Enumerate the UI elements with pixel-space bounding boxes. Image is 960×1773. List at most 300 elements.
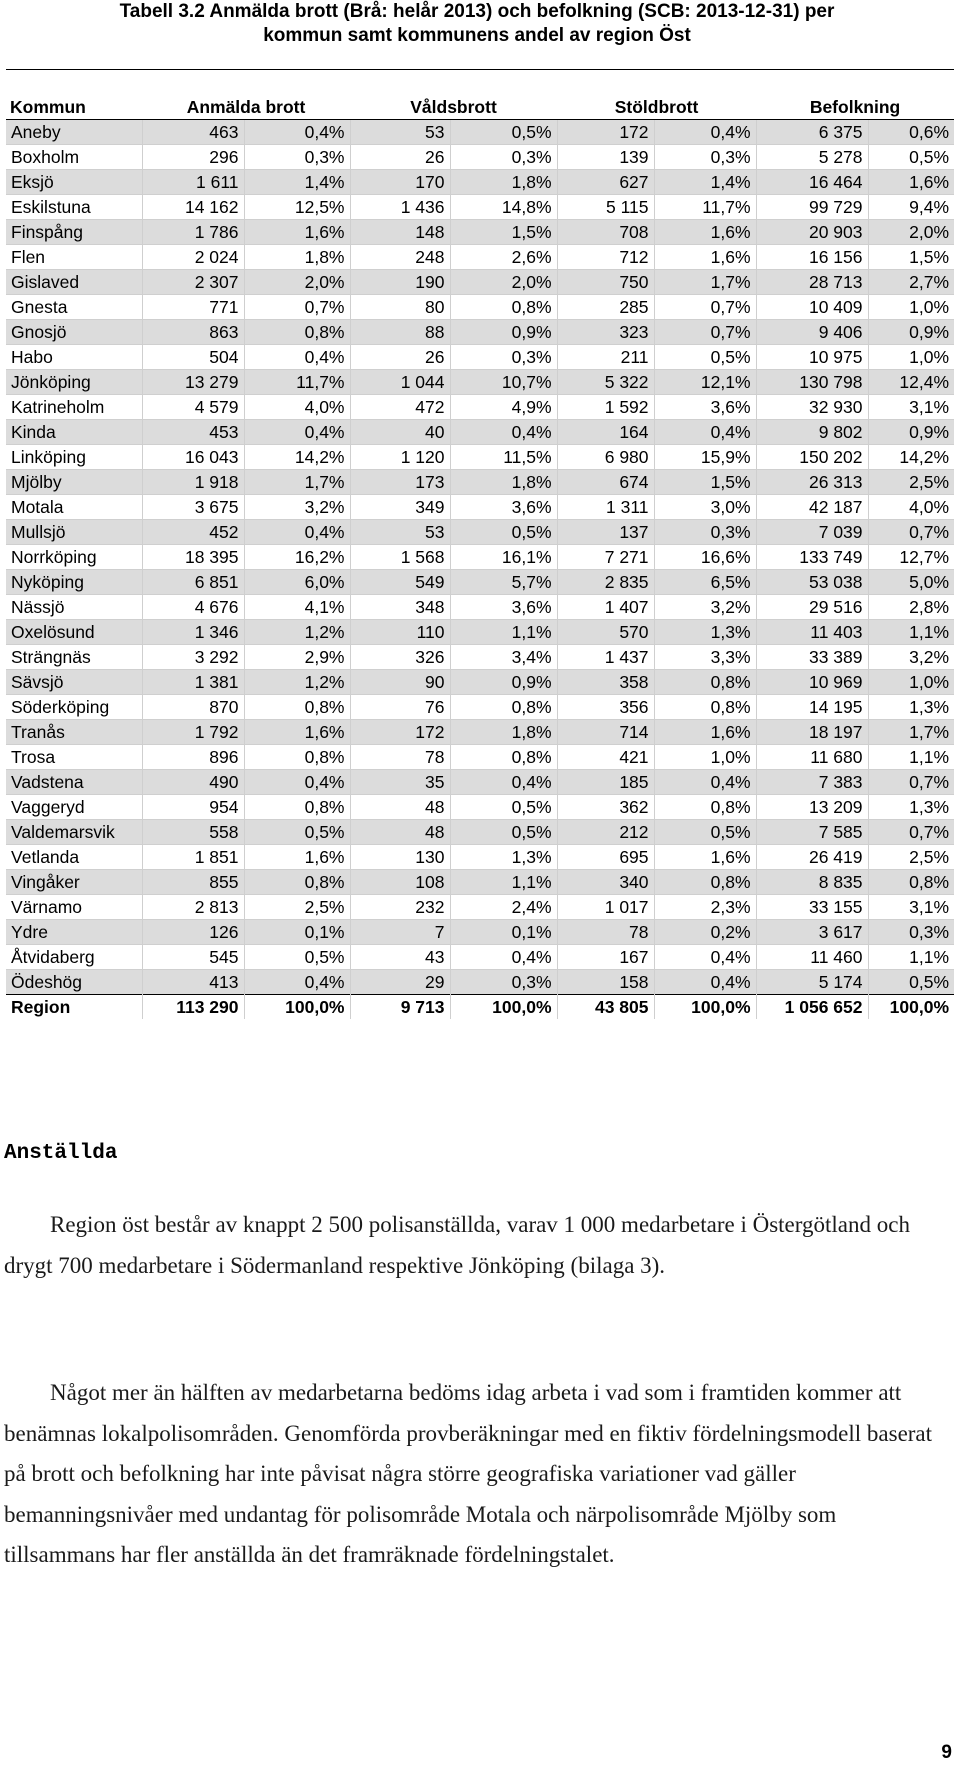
table-cell: 0,7%	[868, 770, 954, 795]
table-caption-line-2: kommun samt kommunens andel av region Öst	[263, 25, 691, 46]
table-cell: 2,0%	[450, 270, 557, 295]
table-cell: 9 802	[756, 420, 868, 445]
table-cell: 16 043	[142, 445, 244, 470]
table-row	[6, 245, 954, 270]
table-cell: 18 395	[142, 545, 244, 570]
table-row	[6, 845, 954, 870]
table-row	[6, 370, 954, 395]
table-cell: 5,0%	[868, 570, 954, 595]
table-cell: 12,5%	[244, 195, 350, 220]
table-cell: 1,6%	[244, 220, 350, 245]
column-header-befolkning: Befolkning	[756, 96, 954, 120]
table-body	[6, 120, 954, 1020]
table-cell: 340	[557, 870, 654, 895]
table-cell: 172	[557, 120, 654, 145]
table-cell: 100,0%	[868, 995, 954, 1020]
table-cell: 0,4%	[450, 420, 557, 445]
table-cell: 9 713	[350, 995, 450, 1020]
table-cell: 0,5%	[868, 145, 954, 170]
table-cell: 3,2%	[868, 645, 954, 670]
table-row	[6, 570, 954, 595]
table-cell: 0,8%	[450, 745, 557, 770]
caption-divider	[6, 69, 954, 70]
page-number: 9	[941, 1742, 952, 1763]
table-row	[6, 195, 954, 220]
table-cell: 0,4%	[450, 770, 557, 795]
table-cell: 0,3%	[654, 145, 756, 170]
table-cell: 326	[350, 645, 450, 670]
table-cell: 1 568	[350, 545, 450, 570]
table-cell: 453	[142, 420, 244, 445]
table-cell: 323	[557, 320, 654, 345]
table-cell: 26	[350, 145, 450, 170]
table-cell: 0,4%	[654, 945, 756, 970]
table-caption	[2, 0, 952, 48]
kommun-name-cell: Katrineholm	[6, 395, 142, 420]
table-cell: 1 792	[142, 720, 244, 745]
table-cell: 6,0%	[244, 570, 350, 595]
table-cell: 7 039	[756, 520, 868, 545]
kommun-name-cell: Ydre	[6, 920, 142, 945]
table-cell: 2 835	[557, 570, 654, 595]
table-cell: 0,4%	[654, 120, 756, 145]
table-cell: 0,3%	[868, 920, 954, 945]
table-cell: 1,8%	[450, 170, 557, 195]
table-cell: 14,2%	[244, 445, 350, 470]
table-cell: 0,4%	[244, 770, 350, 795]
table-row	[6, 145, 954, 170]
table-cell: 0,4%	[244, 420, 350, 445]
table-cell: 0,4%	[244, 970, 350, 995]
table-cell: 13 209	[756, 795, 868, 820]
table-row	[6, 495, 954, 520]
table-cell: 32 930	[756, 395, 868, 420]
table-cell: 29 516	[756, 595, 868, 620]
table-row	[6, 520, 954, 545]
table-cell: 0,4%	[244, 345, 350, 370]
table-cell: 29	[350, 970, 450, 995]
paragraph-2-text: Något mer än hälften av medarbetarna bedöms idag arbeta i vad som i framtiden kommer att benämnas lokalpolisområden. Genomförda provberäkningar med en fiktiv fördelningsmodell baserat på brott och befolkning har inte påvisat några större geografiska variationer vad gäller bemanningsnivåer med undantag för polisområde Motala och närpolisområde Mjölby som tillsammans har fler anställda än det framräknade fördelningstalet.	[4, 1380, 933, 1567]
table-cell: 2,0%	[868, 220, 954, 245]
table-cell: 5 278	[756, 145, 868, 170]
table-cell: 1 592	[557, 395, 654, 420]
table-cell: 3,2%	[654, 595, 756, 620]
table-cell: 3,2%	[244, 495, 350, 520]
table-cell: 4,1%	[244, 595, 350, 620]
table-row	[6, 545, 954, 570]
table-row	[6, 770, 954, 795]
table-cell: 1,8%	[450, 720, 557, 745]
table-cell: 0,6%	[868, 120, 954, 145]
table-cell: 99 729	[756, 195, 868, 220]
table-cell: 362	[557, 795, 654, 820]
table-cell: 1 120	[350, 445, 450, 470]
table-cell: 1,6%	[244, 720, 350, 745]
table-row	[6, 120, 954, 145]
table-row	[6, 745, 954, 770]
table-cell: 1,0%	[868, 670, 954, 695]
table-cell: 53 038	[756, 570, 868, 595]
table-cell: 12,1%	[654, 370, 756, 395]
table-cell: 164	[557, 420, 654, 445]
table-cell: 0,4%	[244, 120, 350, 145]
table-cell: 26 419	[756, 845, 868, 870]
table-cell: 11,7%	[654, 195, 756, 220]
table-cell: 0,7%	[654, 295, 756, 320]
table-cell: 549	[350, 570, 450, 595]
table-cell: 0,8%	[244, 695, 350, 720]
table-cell: 1,3%	[868, 695, 954, 720]
table-cell: 78	[350, 745, 450, 770]
kommun-name-cell: Vetlanda	[6, 845, 142, 870]
table-cell: 7 383	[756, 770, 868, 795]
table-row	[6, 970, 954, 995]
table-cell: 6 851	[142, 570, 244, 595]
kommun-name-cell: Region	[6, 995, 142, 1020]
table-cell: 1,6%	[654, 220, 756, 245]
table-cell: 1,3%	[868, 795, 954, 820]
table-cell: 9,4%	[868, 195, 954, 220]
table-cell: 110	[350, 620, 450, 645]
table-row	[6, 595, 954, 620]
column-header-anmalda-brott: Anmälda brott	[142, 96, 350, 120]
table-cell: 113 290	[142, 995, 244, 1020]
table-cell: 0,4%	[654, 970, 756, 995]
section-heading: Anställda	[4, 1142, 118, 1165]
table-row	[6, 720, 954, 745]
table-row	[6, 345, 954, 370]
table-cell: 18 197	[756, 720, 868, 745]
table-cell: 6,5%	[654, 570, 756, 595]
table-cell: 0,8%	[654, 695, 756, 720]
table-cell: 2,4%	[450, 895, 557, 920]
table-cell: 771	[142, 295, 244, 320]
table-cell: 750	[557, 270, 654, 295]
table-cell: 11 460	[756, 945, 868, 970]
table-cell: 3,1%	[868, 895, 954, 920]
table-cell: 0,7%	[654, 320, 756, 345]
table-cell: 3,6%	[450, 495, 557, 520]
table-cell: 1 381	[142, 670, 244, 695]
table-cell: 158	[557, 970, 654, 995]
kommun-name-cell: Nyköping	[6, 570, 142, 595]
table-cell: 1 918	[142, 470, 244, 495]
table-cell: 173	[350, 470, 450, 495]
table-cell: 0,8%	[654, 795, 756, 820]
table-cell: 2 024	[142, 245, 244, 270]
kommun-name-cell: Habo	[6, 345, 142, 370]
table-row	[6, 320, 954, 345]
table-cell: 1,7%	[654, 270, 756, 295]
table-cell: 53	[350, 520, 450, 545]
table-cell: 14,2%	[868, 445, 954, 470]
table-row	[6, 220, 954, 245]
kommun-name-cell: Ödeshög	[6, 970, 142, 995]
table-cell: 172	[350, 720, 450, 745]
table-cell: 0,9%	[450, 670, 557, 695]
table-cell: 1 044	[350, 370, 450, 395]
table-cell: 2,3%	[654, 895, 756, 920]
table-cell: 358	[557, 670, 654, 695]
kommun-name-cell: Nässjö	[6, 595, 142, 620]
table-cell: 0,8%	[244, 870, 350, 895]
table-cell: 150 202	[756, 445, 868, 470]
kommun-name-cell: Tranås	[6, 720, 142, 745]
table-cell: 48	[350, 795, 450, 820]
table-cell: 48	[350, 820, 450, 845]
table-cell: 16,1%	[450, 545, 557, 570]
table-cell: 712	[557, 245, 654, 270]
table-cell: 15,9%	[654, 445, 756, 470]
paragraph-1	[4, 1205, 944, 1286]
table-cell: 14 195	[756, 695, 868, 720]
table-cell: 558	[142, 820, 244, 845]
table-cell: 863	[142, 320, 244, 345]
table-cell: 1,1%	[868, 745, 954, 770]
table-cell: 1,1%	[450, 620, 557, 645]
kommun-name-cell: Jönköping	[6, 370, 142, 395]
table-cell: 0,9%	[868, 420, 954, 445]
table-cell: 7 271	[557, 545, 654, 570]
kommun-name-cell: Värnamo	[6, 895, 142, 920]
table-total-row	[6, 995, 954, 1020]
table-cell: 14,8%	[450, 195, 557, 220]
table-cell: 1 056 652	[756, 995, 868, 1020]
table-cell: 545	[142, 945, 244, 970]
kommun-name-cell: Mjölby	[6, 470, 142, 495]
table-cell: 0,7%	[244, 295, 350, 320]
table-cell: 185	[557, 770, 654, 795]
table-cell: 285	[557, 295, 654, 320]
table-cell: 3,4%	[450, 645, 557, 670]
table-cell: 0,4%	[654, 770, 756, 795]
table-cell: 126	[142, 920, 244, 945]
table-cell: 43 805	[557, 995, 654, 1020]
table-cell: 1,6%	[244, 845, 350, 870]
table-cell: 16 464	[756, 170, 868, 195]
table-cell: 714	[557, 720, 654, 745]
paragraph-2	[4, 1373, 944, 1576]
table-cell: 6 980	[557, 445, 654, 470]
table-row	[6, 620, 954, 645]
table-cell: 0,1%	[244, 920, 350, 945]
table-cell: 88	[350, 320, 450, 345]
table-cell: 130	[350, 845, 450, 870]
table-cell: 4,0%	[244, 395, 350, 420]
table-cell: 33 155	[756, 895, 868, 920]
table-cell: 490	[142, 770, 244, 795]
table-cell: 148	[350, 220, 450, 245]
table-cell: 14 162	[142, 195, 244, 220]
table-cell: 1,8%	[450, 470, 557, 495]
table-row	[6, 820, 954, 845]
table-cell: 35	[350, 770, 450, 795]
table-cell: 1,0%	[654, 745, 756, 770]
table-row	[6, 695, 954, 720]
table-cell: 5,7%	[450, 570, 557, 595]
table-cell: 9 406	[756, 320, 868, 345]
table-cell: 4,0%	[868, 495, 954, 520]
table-cell: 2,5%	[244, 895, 350, 920]
kommun-name-cell: Vaggeryd	[6, 795, 142, 820]
kommun-name-cell: Strängnäs	[6, 645, 142, 670]
table-cell: 2,6%	[450, 245, 557, 270]
table-cell: 10,7%	[450, 370, 557, 395]
table-cell: 33 389	[756, 645, 868, 670]
table-cell: 1 436	[350, 195, 450, 220]
table-cell: 0,5%	[654, 345, 756, 370]
table-cell: 1,2%	[244, 670, 350, 695]
table-cell: 421	[557, 745, 654, 770]
table-row	[6, 295, 954, 320]
table-cell: 13 279	[142, 370, 244, 395]
table-cell: 2,5%	[868, 845, 954, 870]
kommun-name-cell: Gislaved	[6, 270, 142, 295]
kommun-name-cell: Motala	[6, 495, 142, 520]
table-cell: 1 407	[557, 595, 654, 620]
table-cell: 212	[557, 820, 654, 845]
table-cell: 248	[350, 245, 450, 270]
table-cell: 0,8%	[244, 795, 350, 820]
table-cell: 12,4%	[868, 370, 954, 395]
table-cell: 16 156	[756, 245, 868, 270]
table-cell: 0,9%	[450, 320, 557, 345]
table-cell: 1,1%	[868, 945, 954, 970]
table-cell: 1,5%	[654, 470, 756, 495]
kommun-name-cell: Aneby	[6, 120, 142, 145]
table-cell: 3 292	[142, 645, 244, 670]
table-cell: 0,7%	[868, 520, 954, 545]
kommun-name-cell: Trosa	[6, 745, 142, 770]
table-cell: 10 975	[756, 345, 868, 370]
table-cell: 1 017	[557, 895, 654, 920]
table-cell: 26	[350, 345, 450, 370]
table-cell: 1,5%	[868, 245, 954, 270]
table-cell: 0,2%	[654, 920, 756, 945]
table-cell: 0,5%	[244, 945, 350, 970]
table-cell: 6 375	[756, 120, 868, 145]
table-cell: 627	[557, 170, 654, 195]
table-cell: 504	[142, 345, 244, 370]
table-cell: 0,5%	[868, 970, 954, 995]
table-cell: 0,7%	[868, 820, 954, 845]
table-cell: 100,0%	[654, 995, 756, 1020]
table-cell: 170	[350, 170, 450, 195]
table-cell: 296	[142, 145, 244, 170]
kommun-name-cell: Sävsjö	[6, 670, 142, 695]
table-cell: 954	[142, 795, 244, 820]
table-cell: 12,7%	[868, 545, 954, 570]
column-header-kommun: Kommun	[6, 96, 142, 120]
table-cell: 0,1%	[450, 920, 557, 945]
table-cell: 2,7%	[868, 270, 954, 295]
table-cell: 1,1%	[450, 870, 557, 895]
table-cell: 3 617	[756, 920, 868, 945]
table-cell: 1,6%	[654, 720, 756, 745]
table-cell: 1,6%	[654, 845, 756, 870]
table-row	[6, 945, 954, 970]
table-cell: 1 611	[142, 170, 244, 195]
table-cell: 232	[350, 895, 450, 920]
table-cell: 211	[557, 345, 654, 370]
table-cell: 4 579	[142, 395, 244, 420]
table-cell: 8 835	[756, 870, 868, 895]
table-row	[6, 170, 954, 195]
table-cell: 1,4%	[244, 170, 350, 195]
table-row	[6, 795, 954, 820]
table-cell: 76	[350, 695, 450, 720]
table-cell: 708	[557, 220, 654, 245]
table-cell: 42 187	[756, 495, 868, 520]
table-cell: 4,9%	[450, 395, 557, 420]
table-cell: 2,0%	[244, 270, 350, 295]
table-row	[6, 870, 954, 895]
table-cell: 1 437	[557, 645, 654, 670]
kommun-name-cell: Gnesta	[6, 295, 142, 320]
table-cell: 1,6%	[868, 170, 954, 195]
table-cell: 349	[350, 495, 450, 520]
kommun-name-cell: Vingåker	[6, 870, 142, 895]
kommun-name-cell: Norrköping	[6, 545, 142, 570]
table-cell: 896	[142, 745, 244, 770]
table-cell: 463	[142, 120, 244, 145]
table-cell: 855	[142, 870, 244, 895]
table-cell: 28 713	[756, 270, 868, 295]
table-cell: 1,2%	[244, 620, 350, 645]
table-cell: 0,8%	[450, 695, 557, 720]
kommun-name-cell: Oxelösund	[6, 620, 142, 645]
table-cell: 3,0%	[654, 495, 756, 520]
table-cell: 2,5%	[868, 470, 954, 495]
table-cell: 0,5%	[450, 120, 557, 145]
table-cell: 130 798	[756, 370, 868, 395]
table-cell: 870	[142, 695, 244, 720]
table-cell: 1 851	[142, 845, 244, 870]
table-cell: 2,8%	[868, 595, 954, 620]
table-cell: 413	[142, 970, 244, 995]
table-cell: 137	[557, 520, 654, 545]
kommun-name-cell: Finspång	[6, 220, 142, 245]
kommun-name-cell: Flen	[6, 245, 142, 270]
kommun-name-cell: Åtvidaberg	[6, 945, 142, 970]
table-cell: 139	[557, 145, 654, 170]
table-cell: 10 409	[756, 295, 868, 320]
table-cell: 43	[350, 945, 450, 970]
table-header-row	[6, 96, 954, 120]
table-row	[6, 920, 954, 945]
table-cell: 674	[557, 470, 654, 495]
table-row	[6, 645, 954, 670]
table-cell: 1,4%	[654, 170, 756, 195]
table-cell: 348	[350, 595, 450, 620]
table-cell: 3,6%	[654, 395, 756, 420]
table-cell: 167	[557, 945, 654, 970]
table-cell: 11 403	[756, 620, 868, 645]
table-cell: 1,3%	[450, 845, 557, 870]
table-cell: 53	[350, 120, 450, 145]
table-cell: 0,3%	[450, 145, 557, 170]
table-cell: 0,9%	[868, 320, 954, 345]
table-row	[6, 270, 954, 295]
kommun-name-cell: Vadstena	[6, 770, 142, 795]
table-cell: 1,8%	[244, 245, 350, 270]
table-cell: 5 322	[557, 370, 654, 395]
table-cell: 2,9%	[244, 645, 350, 670]
table-cell: 356	[557, 695, 654, 720]
table-row	[6, 445, 954, 470]
table-cell: 0,5%	[244, 820, 350, 845]
table-cell: 16,2%	[244, 545, 350, 570]
